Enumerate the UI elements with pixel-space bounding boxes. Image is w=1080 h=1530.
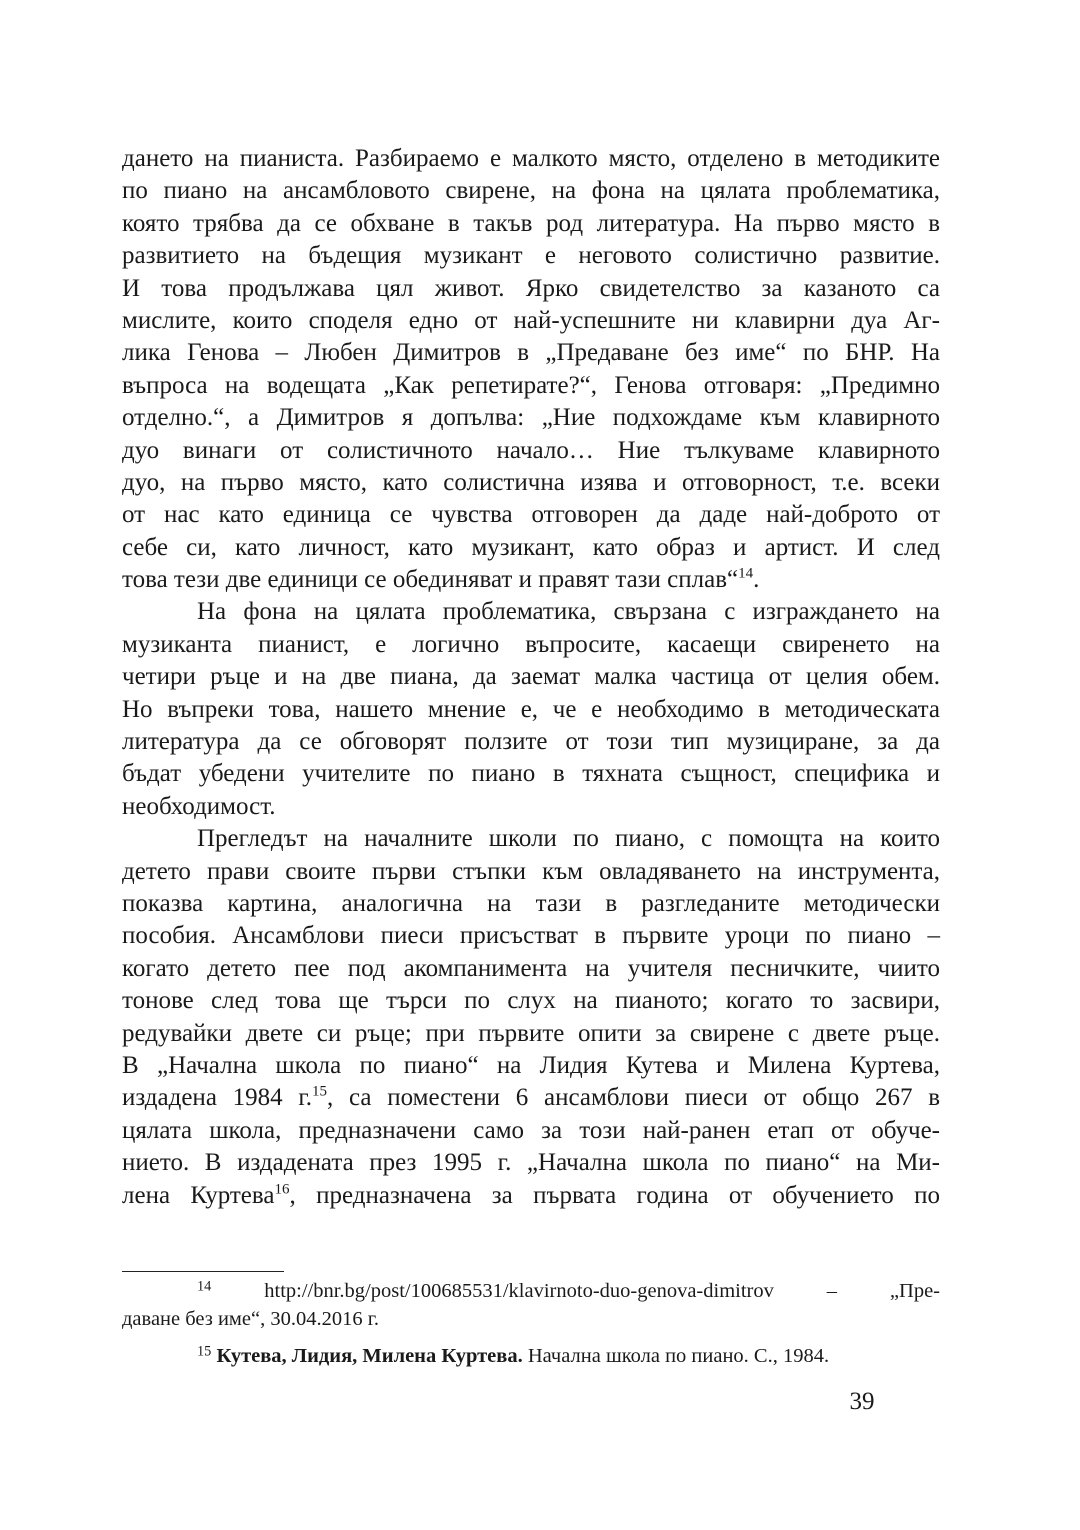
text-segment: . <box>753 566 760 594</box>
text-line: четири ръце и на две пиана, да заемат малка частица от целия обем. <box>122 663 940 691</box>
text-line: Но въпреки това, нашето мнение е, че е необходимо в методическата <box>122 695 940 723</box>
footnote-divider <box>122 1271 284 1272</box>
text-segment: , предназначена за първата година от обучението по <box>289 1181 940 1209</box>
footnote-title: Начална школа по пиано. С., 1984. <box>522 1345 830 1367</box>
footnote-authors: Кутева, Лидия, Милена Куртева. <box>216 1345 523 1367</box>
text-segment: лена Куртева <box>122 1181 275 1209</box>
text-line: литература да се обговорят ползите от този тип музициране, за да <box>122 728 940 756</box>
text-line: отделно.“, а Димитров я допълва: „Ние подхождаме към клавирното <box>122 404 940 432</box>
text-segment: издадена 1984 г. <box>122 1084 313 1112</box>
text-segment: , са поместени 6 ансамблови пиеси от общо 267 в <box>327 1084 941 1112</box>
text-line: от нас като единица се чувства отговорен да даде най-доброто от <box>122 501 940 529</box>
text-line: дуо винаги от солистичното начало… Ние тълкуваме клавирното <box>122 436 940 464</box>
text-line: И това продължава цял живот. Ярко свидетелство за казаното са <box>122 274 940 302</box>
text-line <box>122 564 940 596</box>
page-number: 39 <box>849 1388 875 1415</box>
text-line <box>122 1180 940 1212</box>
text-line: редувайки двете си ръце; при първите опити за свирене с двете ръце. <box>122 1019 940 1047</box>
text-line: На фона на цялата проблематика, свързана с изграждането на <box>197 598 940 626</box>
text-line: пособия. Ансамблови пиеси присъстват в първите уроци по пиано – <box>122 922 940 950</box>
text-line: цялата школа, предназначени само за този най-ранен етап от обуче- <box>122 1116 940 1144</box>
text-segment: това тези две единици се обединяват и правят тази сплав“ <box>122 566 739 594</box>
text-line: въпроса на водещата „Как репетирате?“, Генова отговаря: „Предимно <box>122 371 940 399</box>
footnote-number: 15 <box>197 1343 212 1360</box>
text-line: която трябва да се обхване в такъв род литература. На първо място в <box>122 209 940 237</box>
text-line: Прегледът на началните школи по пиано, с помощта на които <box>197 825 940 853</box>
footnotes <box>122 1277 940 1370</box>
text-line: себе си, като личност, като музикант, като образ и артист. И след <box>122 533 940 561</box>
footnote-ref-16[interactable]: 16 <box>274 1181 290 1198</box>
footnote-number: 14 <box>197 1278 212 1295</box>
text-line: когато детето пее под акомпанимента на учителя песничките, чиито <box>122 954 940 982</box>
text-line: дуо, на първо място, като солистична изява и отговорност, т.е. всеки <box>122 468 940 496</box>
text-line: по пиано на ансамбловото свирене, на фона на цялата проблематика, <box>122 177 940 205</box>
text-line: необходимост. <box>122 792 276 820</box>
text-line: В „Начална школа по пиано“ на Лидия Кутева и Милена Куртева, <box>122 1051 940 1079</box>
text-line <box>122 1082 940 1114</box>
body-text <box>122 143 940 1212</box>
footnote-14-continued: даване без име“, 30.04.2016 г. <box>122 1308 379 1330</box>
footnote-ref-15[interactable]: 15 <box>312 1084 328 1101</box>
text-line: дането на пианиста. Разбираемо е малкото място, отделено в методиките <box>122 145 940 172</box>
text-line: нието. В издадената през 1995 г. „Начална школа по пиано“ на Ми- <box>122 1149 940 1177</box>
text-line: музиканта пианист, е логично въпросите, касаещи свиренето на <box>122 630 940 658</box>
text-line: лика Генова – Любен Димитров в „Предаване без име“ по БНР. На <box>122 339 940 367</box>
footnote-15 <box>122 1342 940 1370</box>
text-line: бъдат убедени учителите по пиано в тяхната същност, специфика и <box>122 760 940 788</box>
footnote-ref-14[interactable]: 14 <box>738 565 754 582</box>
footnote-14 <box>122 1277 940 1305</box>
text-line: мислите, които споделя едно от най-успешните ни клавирни дуа Аг- <box>122 306 940 334</box>
text-line: развитието на бъдещия музикант е неговото солистично развитие. <box>122 242 940 270</box>
footnote-link[interactable]: http://bnr.bg/post/100685531/klavirnoto-duo-genova-dimitrov – „Пре- <box>264 1280 940 1302</box>
text-line: детето прави своите първи стъпки към овладяването на инструмента, <box>122 857 940 885</box>
text-line: тонове след това ще търси по слух на пианото; когато то засвири, <box>122 987 940 1015</box>
text-line: показва картина, аналогична на тази в разгледаните методически <box>122 889 940 917</box>
